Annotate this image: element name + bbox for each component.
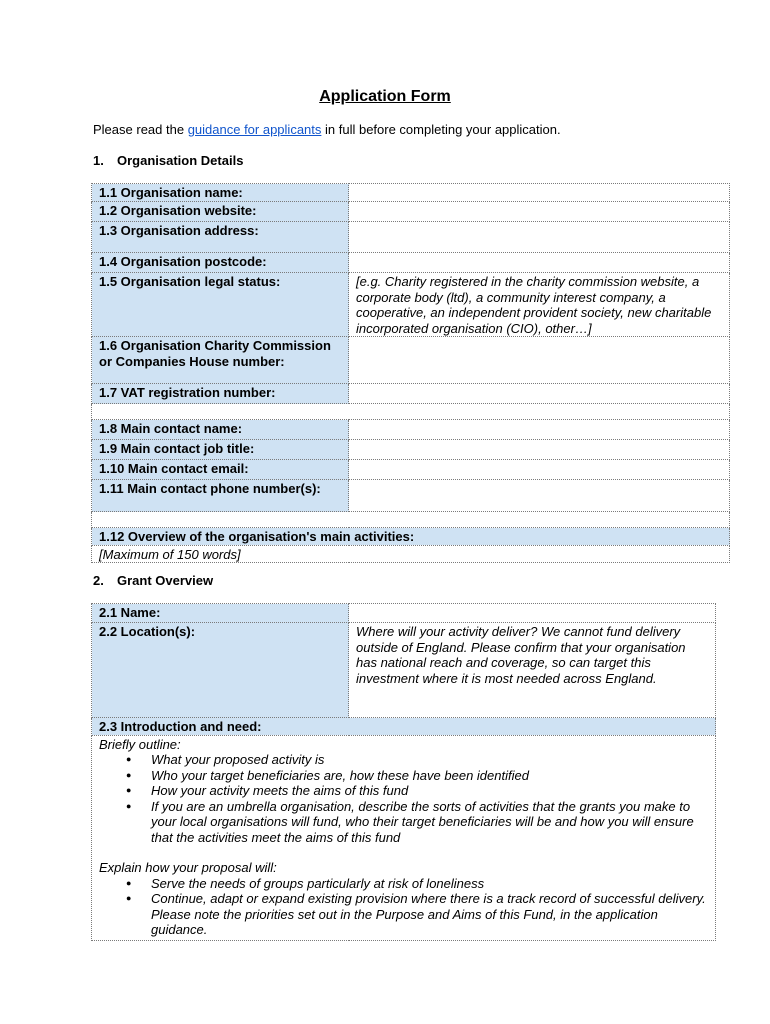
section-1-heading bbox=[93, 153, 243, 168]
field-vat-number[interactable] bbox=[349, 384, 730, 404]
explain-title: Explain how your proposal will: bbox=[99, 860, 277, 875]
intro-suffix: in full before completing your application. bbox=[321, 122, 561, 137]
field-main-contact-phone[interactable] bbox=[349, 480, 730, 512]
label-organisation-name: 1.1 Organisation name: bbox=[92, 184, 349, 202]
field-organisation-postcode[interactable] bbox=[349, 253, 730, 273]
label-main-contact-job-title: 1.9 Main contact job title: bbox=[92, 440, 349, 460]
label-organisation-legal-status: 1.5 Organisation legal status: bbox=[92, 273, 349, 337]
label-grant-locations: 2.2 Location(s): bbox=[92, 623, 349, 718]
field-introduction-need[interactable] bbox=[92, 735, 716, 940]
label-organisation-address: 1.3 Organisation address: bbox=[92, 222, 349, 253]
field-grant-locations[interactable]: Where will your activity deliver? We cannot fund delivery outside of England. Please confirm that your organisation has national reach and coverage, so can target this investment where it is most needed across England. bbox=[349, 623, 716, 718]
label-grant-name: 2.1 Name: bbox=[92, 604, 349, 623]
label-main-activities: 1.12 Overview of the organisation's main activities: bbox=[92, 528, 730, 546]
list-item: ● Who your target beneficiaries are, how these have been identified bbox=[151, 768, 709, 784]
page-title: Application Form bbox=[319, 88, 451, 105]
label-charity-commission-number: 1.6 Organisation Charity Commission or Companies House number: bbox=[92, 337, 349, 384]
section-2-heading bbox=[93, 573, 213, 588]
grant-overview-table bbox=[91, 603, 716, 941]
field-organisation-website[interactable] bbox=[349, 202, 730, 222]
list-item: ● Serve the needs of groups particularly at risk of loneliness bbox=[151, 876, 709, 892]
list-item: ● How your activity meets the aims of this fund bbox=[151, 783, 709, 799]
section-2-number: 2. bbox=[93, 573, 104, 588]
label-introduction-need: 2.3 Introduction and need: bbox=[92, 718, 716, 736]
field-charity-commission-number[interactable] bbox=[349, 337, 730, 384]
field-main-activities[interactable]: [Maximum of 150 words] bbox=[92, 545, 730, 563]
field-organisation-name[interactable] bbox=[349, 184, 730, 202]
outline-title: Briefly outline: bbox=[99, 736, 181, 752]
field-main-contact-name[interactable] bbox=[349, 420, 730, 440]
label-organisation-postcode: 1.4 Organisation postcode: bbox=[92, 253, 349, 273]
section-1-title: Organisation Details bbox=[117, 153, 244, 168]
explain-list bbox=[99, 876, 709, 938]
field-grant-name[interactable] bbox=[349, 604, 716, 623]
field-main-contact-email[interactable] bbox=[349, 460, 730, 480]
list-item: ● If you are an umbrella organisation, describe the sorts of activities that the grants you make to your local organisations will fund, who their target beneficiaries will be and how you will ensure that the activities meet the aims of this fund bbox=[151, 799, 709, 846]
outline-list bbox=[99, 752, 709, 845]
spacer-row bbox=[92, 512, 730, 528]
label-main-contact-name: 1.8 Main contact name: bbox=[92, 420, 349, 440]
list-item: ● What your proposed activity is bbox=[151, 752, 709, 768]
list-item: ● Continue, adapt or expand existing provision where there is a track record of successful delivery. Please note the priorities set out in the Purpose and Aims of this Fund, in the application guidance. bbox=[151, 891, 709, 938]
label-main-contact-email: 1.10 Main contact email: bbox=[92, 460, 349, 480]
organisation-details-table bbox=[91, 183, 730, 563]
section-2-title: Grant Overview bbox=[117, 573, 214, 588]
label-organisation-website: 1.2 Organisation website: bbox=[92, 202, 349, 222]
intro-text bbox=[93, 122, 561, 137]
spacer-row bbox=[92, 404, 730, 420]
intro-prefix: Please read the bbox=[93, 122, 188, 137]
field-organisation-address[interactable] bbox=[349, 222, 730, 253]
section-1-number: 1. bbox=[93, 153, 104, 168]
field-main-contact-job-title[interactable] bbox=[349, 440, 730, 460]
label-vat-number: 1.7 VAT registration number: bbox=[92, 384, 349, 404]
label-main-contact-phone: 1.11 Main contact phone number(s): bbox=[92, 480, 349, 512]
field-organisation-legal-status[interactable]: [e.g. Charity registered in the charity commission website, a corporate body (ltd), a community interest company, a cooperative, an independent provident society, new charitable incorporated organisation (CIO), other…] bbox=[349, 273, 730, 337]
guidance-link[interactable]: guidance for applicants bbox=[187, 122, 322, 137]
